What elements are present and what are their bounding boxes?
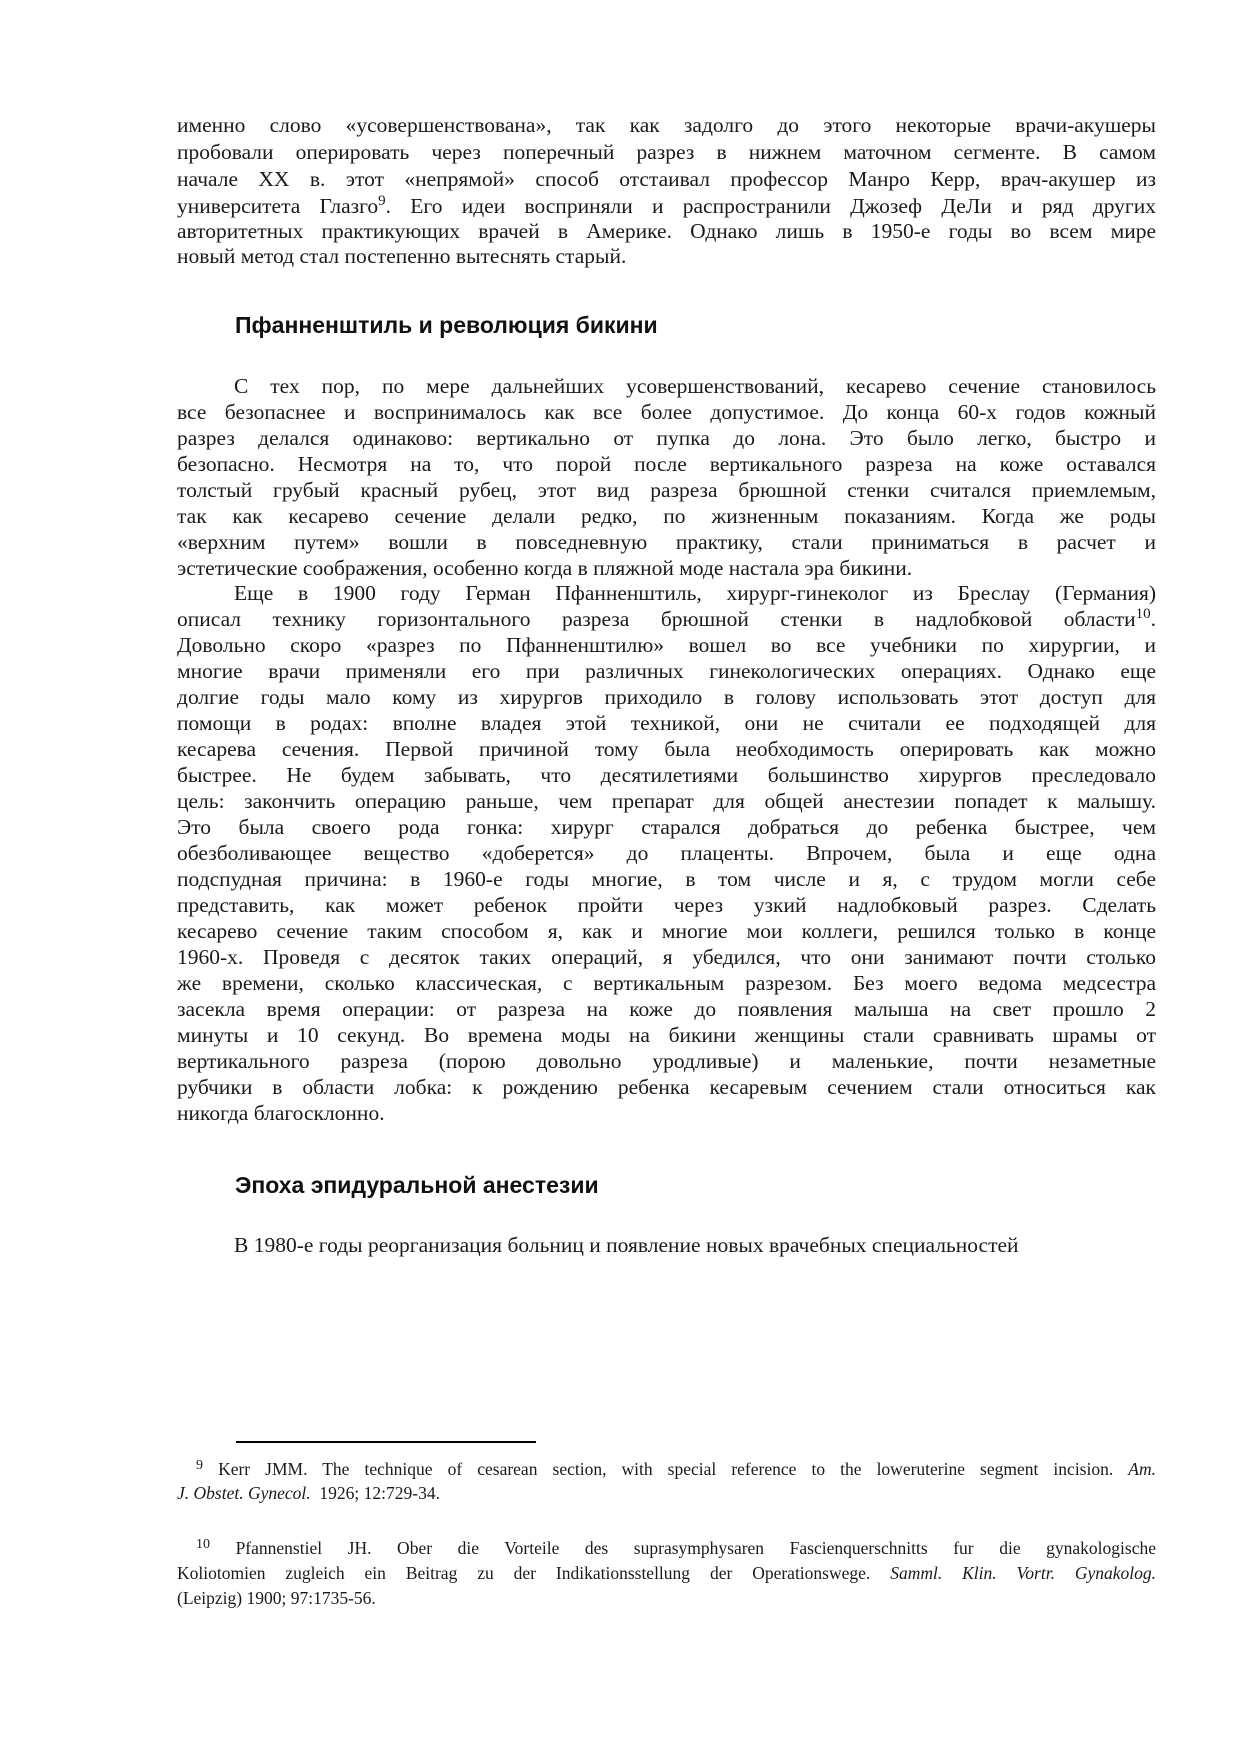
footnote-line <box>196 1537 1156 1559</box>
text-line: разрез делался одинаково: вертикально от пупка до лона. Это было легко, быстро и <box>177 426 1156 450</box>
text-line: обезболивающее вещество «доберется» до плаценты. Впрочем, была и еще одна <box>177 841 1156 865</box>
text-line: Еще в 1900 году Герман Пфанненштиль, хирург-гинеколог из Бреслау (Германия) <box>234 581 1156 605</box>
text-line <box>177 193 1156 219</box>
text-line: эстетические соображения, особенно когда в пляжной моде настала эра бикини. <box>177 556 913 580</box>
text-line: кесарева сечения. Первой причиной тому была необходимость оперировать как можно <box>177 737 1156 761</box>
text-line: толстый грубый красный рубец, этот вид разреза брюшной стенки считался приемлемым, <box>177 478 1156 502</box>
text-segment: . Его идеи восприняли и распространили Джозеф ДеЛи и ряд других <box>385 194 1157 218</box>
text-line: В 1980-е годы реорганизация больниц и появление новых врачебных специальностей <box>234 1233 1019 1257</box>
text-line: минуты и 10 секунд. Во времена моды на бикини женщины стали сравнивать шрамы от <box>177 1023 1156 1047</box>
text-line: «верхним путем» вошли в повседневную практику, стали приниматься в расчет и <box>177 530 1156 554</box>
footnote-separator <box>236 1441 536 1443</box>
section-heading-epidural: Эпоха эпидуральной анестезии <box>235 1172 599 1198</box>
text-line: многие врачи применяли его при различных гинекологических операциях. Однако еще <box>177 659 1156 683</box>
text-segment: описал технику горизонтального разреза брюшной стенки в надлобковой области <box>177 607 1136 631</box>
text-line: все безопаснее и воспринималось как все более допустимое. До конца 60-х годов кожный <box>177 400 1156 424</box>
text-line: 1960-х. Проведя с десяток таких операций, я убедился, что они занимают почти столько <box>177 945 1156 969</box>
footnote-text: Kerr JMM. The technique of cesarean section, with special reference to the loweruterine segment incision. <box>218 1459 1114 1479</box>
footnote-journal: J. Obstet. Gynecol. <box>177 1483 311 1503</box>
text-segment: . <box>1150 607 1156 631</box>
footnote-line <box>177 1482 1156 1504</box>
text-line: рубчики в области лобка: к рождению ребенка кесаревым сечением стали относиться как <box>177 1075 1156 1099</box>
footnote-ref-10[interactable]: 10 <box>1135 606 1151 622</box>
text-line: представить, как может ребенок пройти через узкий надлобковый разрез. Сделать <box>177 893 1156 917</box>
text-line <box>177 606 1156 632</box>
text-line: вертикального разреза (порою довольно уродливые) и маленькие, почти незаметные <box>177 1049 1156 1073</box>
text-segment: университета Глазго <box>177 194 379 218</box>
footnote-line <box>177 1562 1156 1584</box>
text-line: новый метод стал постепенно вытеснять старый. <box>177 244 627 268</box>
footnote-number: 9 <box>196 1458 203 1473</box>
footnote-text: Koliotomien zugleich ein Beitrag zu der Indikationsstellung der Operationswege. <box>177 1563 871 1583</box>
text-line: долгие годы мало кому из хирургов приходило в голову использовать этот доступ для <box>177 685 1156 709</box>
text-line: Это была своего рода гонка: хирург старался добраться до ребенка быстрее, чем <box>177 815 1156 839</box>
text-line: пробовали оперировать через поперечный разрез в нижнем маточном сегменте. В самом <box>177 140 1156 164</box>
footnote-text: 1926; 12:729-34. <box>319 1483 440 1503</box>
footnote-ref-9[interactable]: 9 <box>378 193 386 209</box>
text-line: подспудная причина: в 1960-е годы многие, в том числе и я, с трудом могли себе <box>177 867 1156 891</box>
footnote-line: (Leipzig) 1900; 97:1735-56. <box>177 1588 376 1608</box>
text-line: авторитетных практикующих врачей в Америке. Однако лишь в 1950-е годы во всем мире <box>177 219 1156 243</box>
footnote-line <box>196 1458 1156 1480</box>
text-line: засекла время операции: от разреза на коже до появления малыша на свет прошло 2 <box>177 997 1156 1021</box>
footnote-text: Pfannenstiel JH. Ober die Vorteile des suprasymphysaren Fascienquerschnitts fur die gynakologische <box>235 1538 1157 1558</box>
text-line: так как кесарево сечение делали редко, по жизненным показаниям. Когда же роды <box>177 504 1156 528</box>
text-line: именно слово «усовершенствована», так как задолго до этого некоторые врачи-акушеры <box>177 113 1156 137</box>
text-line: Довольно скоро «разрез по Пфанненштилю» вошел во все учебники по хирургии, и <box>177 633 1156 657</box>
footnote-journal: Am. <box>1128 1459 1156 1479</box>
text-line: С тех пор, по мере дальнейших усовершенствований, кесарево сечение становилось <box>234 374 1156 398</box>
footnote-number: 10 <box>196 1537 210 1552</box>
footnote-journal: Samml. Klin. Vortr. Gynakolog. <box>890 1563 1156 1583</box>
text-line: безопасно. Несмотря на то, что порой после вертикального разреза на коже оставался <box>177 452 1156 476</box>
text-line: кесарево сечение таким способом я, как и многие мои коллеги, решился только в конце <box>177 919 1156 943</box>
text-line: же времени, сколько классическая, с вертикальным разрезом. Без моего ведома медсестра <box>177 971 1156 995</box>
section-heading-pfannenstiel: Пфанненштиль и революция бикини <box>235 312 658 338</box>
text-line: помощи в родах: вполне владея этой техникой, они не считали ее подходящей для <box>177 711 1156 735</box>
text-line: цель: закончить операцию раньше, чем препарат для общей анестезии попадет к малышу. <box>177 789 1156 813</box>
text-line: никогда благосклонно. <box>177 1101 385 1125</box>
text-line: быстрее. Не будем забывать, что десятилетиями большинство хирургов преследовало <box>177 763 1156 787</box>
text-line: начале XX в. этот «непрямой» способ отстаивал профессор Манро Керр, врач-акушер из <box>177 167 1156 191</box>
